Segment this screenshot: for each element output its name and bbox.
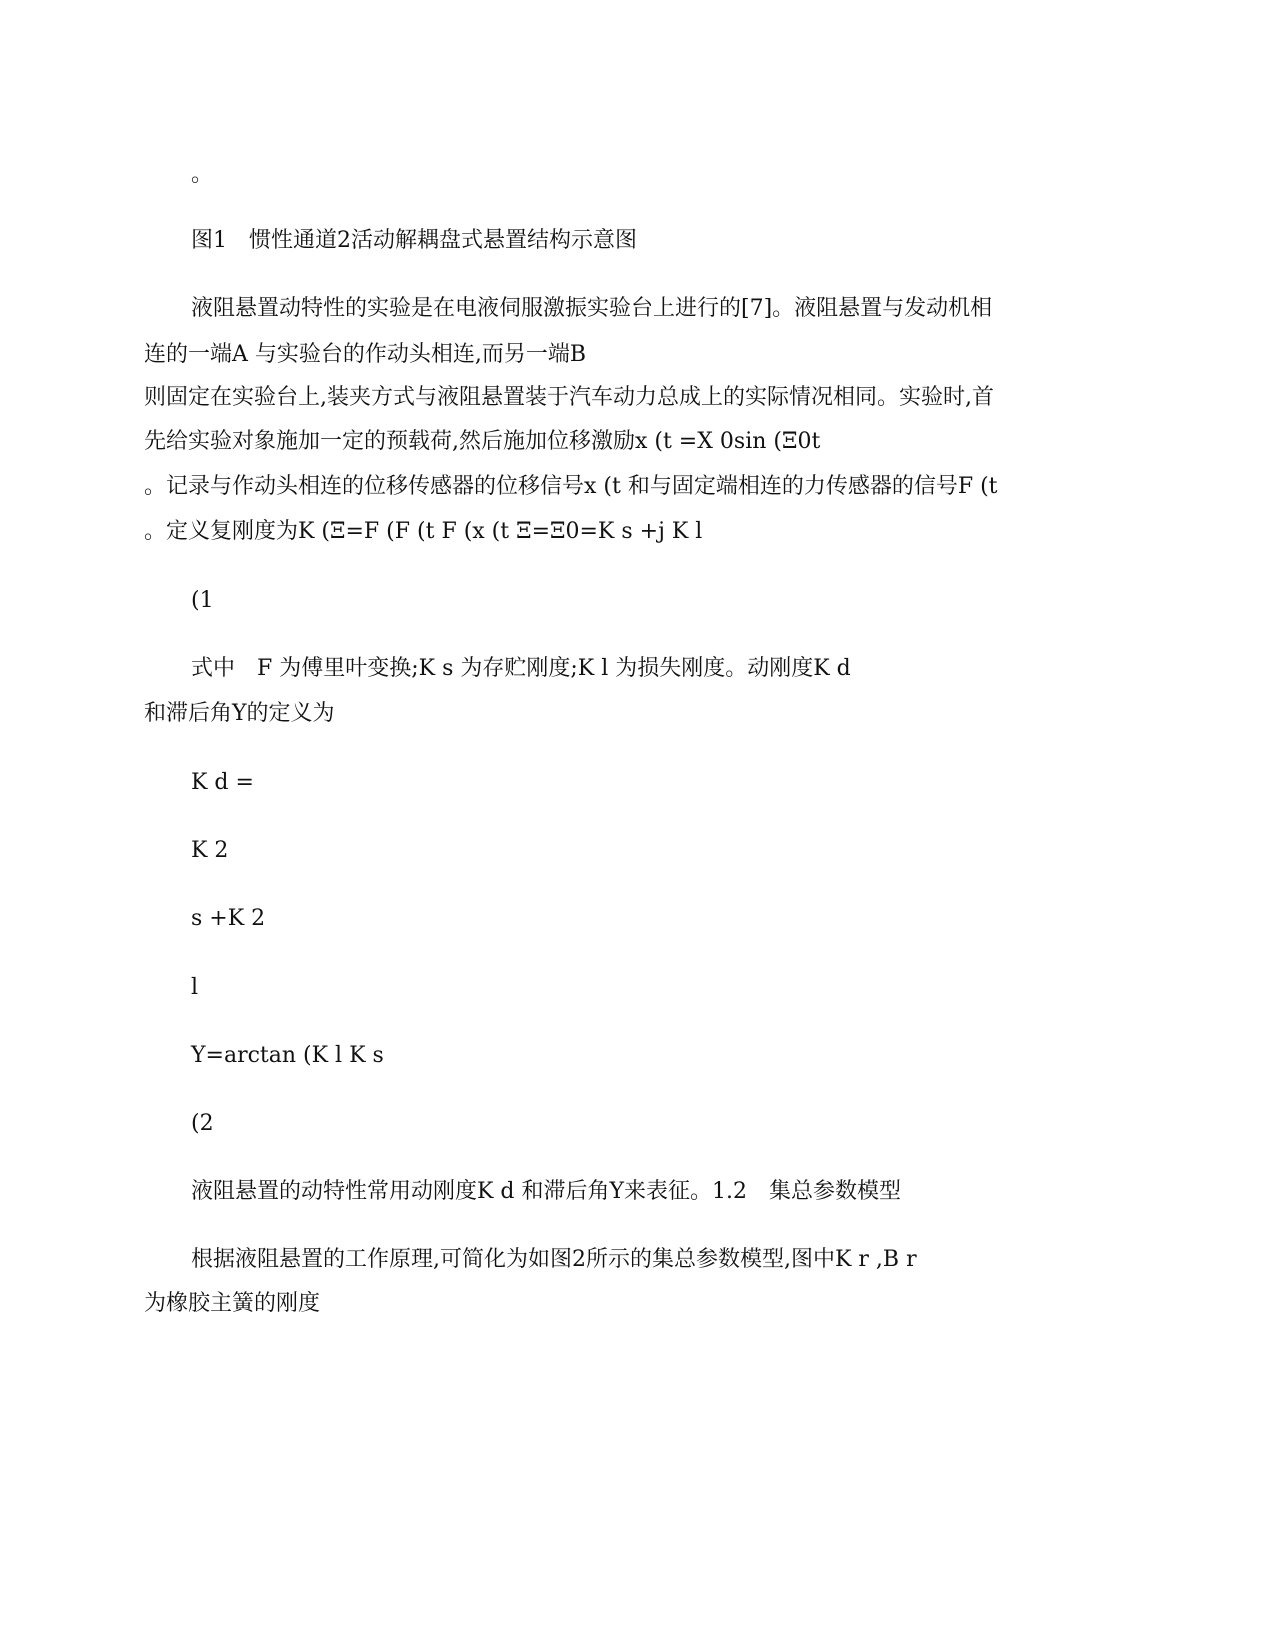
- paragraph-1-line-5: 。记录与作动头相连的位移传感器的位移信号x (t 和与固定端相连的力传感器的信号F (t: [144, 474, 998, 499]
- paragraph-3: 液阻悬置的动特性常用动刚度K d 和滞后角Y来表征。1.2 集总参数模型: [191, 1179, 902, 1204]
- paragraph-1-line-6: 。定义复刚度为K (Ξ=F (F (t F (x (t Ξ=Ξ0=K s +j K l: [144, 519, 703, 544]
- paragraph-2-line-1: 式中 F 为傅里叶变换;K s 为存贮刚度;K l 为损失刚度。动刚度K d: [191, 656, 851, 681]
- equation-number-2: (2: [191, 1111, 214, 1136]
- figure-caption: 图1 惯性通道2活动解耦盘式悬置结构示意图: [191, 228, 637, 253]
- formula-k2: K 2: [191, 838, 229, 863]
- equation-number-1: (1: [191, 588, 214, 613]
- paragraph-1-line-1: 液阻悬置动特性的实验是在电液伺服激振实验台上进行的[7]。液阻悬置与发动机相: [191, 296, 993, 321]
- paragraph-1-line-4: 先给实验对象施加一定的预载荷,然后施加位移激励x (t =X 0sin (Ξ0t: [144, 429, 821, 454]
- paragraph-1-line-3: 则固定在实验台上,装夹方式与液阻悬置装于汽车动力总成上的实际情况相同。实验时,首: [144, 385, 994, 410]
- formula-y-arctan: Y=arctan (K l K s: [191, 1043, 384, 1068]
- formula-s-k2: s +K 2: [191, 906, 266, 931]
- paragraph-4-line-1: 根据液阻悬置的工作原理,可简化为如图2所示的集总参数模型,图中K r ,B r: [191, 1247, 917, 1272]
- formula-kd: K d =: [191, 770, 254, 795]
- paragraph-1-line-2: 连的一端A 与实验台的作动头相连,而另一端B: [144, 342, 587, 367]
- formula-l: l: [191, 975, 199, 1000]
- paragraph-4-line-2: 为橡胶主簧的刚度: [144, 1291, 321, 1316]
- paragraph-2-line-2: 和滞后角Y的定义为: [144, 701, 335, 726]
- stray-period: 。: [191, 162, 214, 187]
